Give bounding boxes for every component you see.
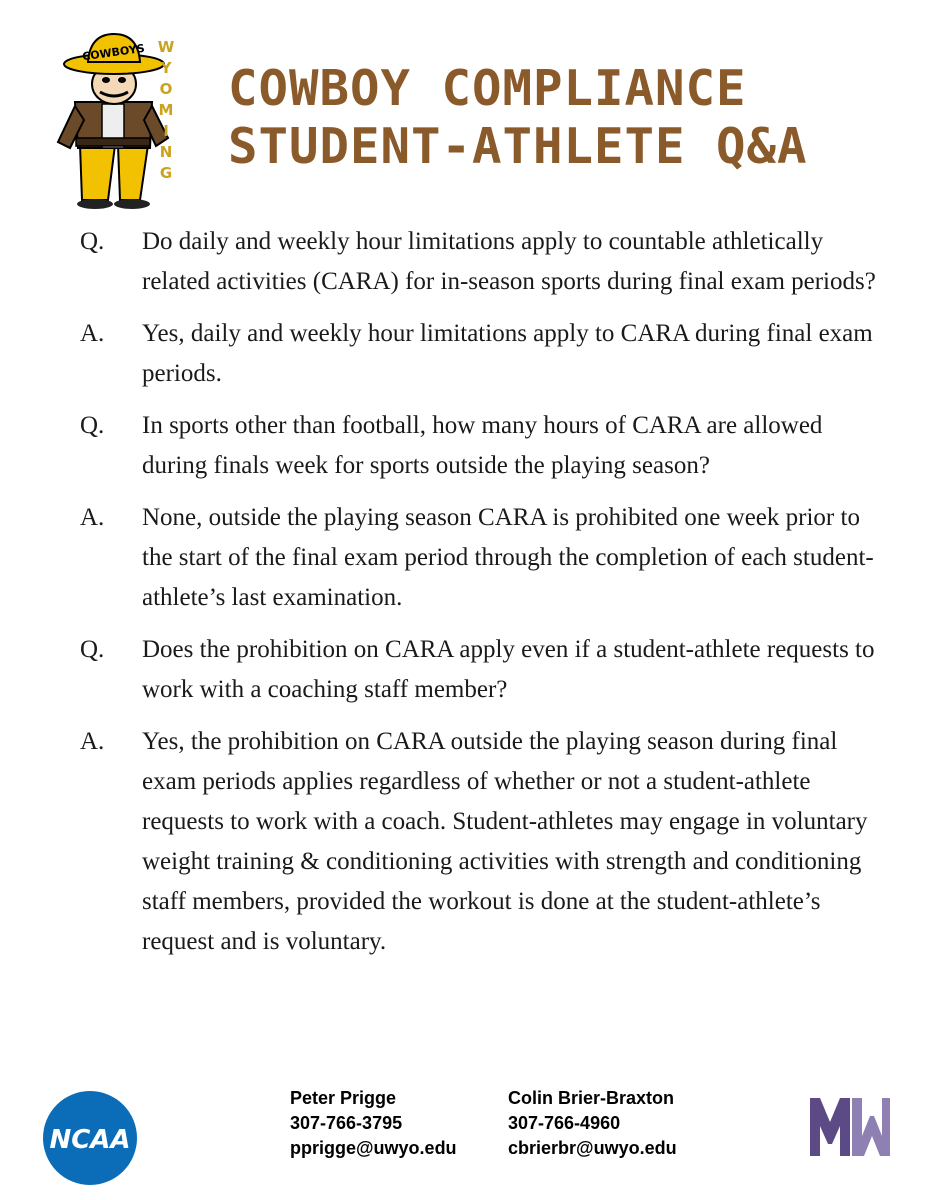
title-line-1: COWBOY COMPLIANCE: [228, 60, 747, 117]
qa-text: In sports other than football, how many hours of CARA are allowed during finals week for sports outside the playing season?: [142, 412, 823, 479]
title-line-2: STUDENT-ATHLETE Q&A: [228, 118, 808, 175]
svg-text:M: M: [158, 101, 174, 119]
contact-phone: 307-766-3795: [290, 1113, 403, 1133]
contact-email: pprigge@uwyo.edu: [290, 1138, 457, 1158]
qa-prefix: A.: [80, 728, 105, 755]
qa-prefix: Q.: [80, 228, 105, 255]
qa-question: [80, 406, 880, 486]
contact-name: Colin Brier-Braxton: [508, 1088, 675, 1108]
svg-text:NCAA: NCAA: [49, 1125, 131, 1155]
qa-text: None, outside the playing season CARA is prohibited one week prior to the start of the final exam period through the completion of each student-athlete’s last examination.: [142, 504, 874, 611]
mountain-west-logo: [806, 1092, 894, 1162]
svg-text:Y: Y: [160, 59, 172, 77]
qa-answer: [80, 314, 880, 394]
svg-text:N: N: [159, 143, 173, 161]
svg-text:G: G: [159, 164, 173, 182]
qa-prefix: Q.: [80, 636, 105, 663]
contact-peter-prigge: [290, 1086, 457, 1161]
qa-text: Do daily and weekly hour limitations apply to countable athletically related activities (CARA) for in-season sports during final exam periods?: [142, 228, 876, 295]
document-title: [228, 60, 868, 176]
qa-prefix: A.: [80, 504, 105, 531]
svg-text:O: O: [159, 80, 173, 98]
qa-text: Does the prohibition on CARA apply even if a student-athlete requests to work with a coaching staff member?: [142, 636, 875, 703]
qa-text: Yes, daily and weekly hour limitations apply to CARA during final exam periods.: [142, 320, 873, 387]
qa-answer: [80, 722, 880, 962]
qa-question: [80, 630, 880, 710]
qa-question: [80, 222, 880, 302]
ncaa-logo: [40, 1088, 140, 1188]
cowboy-joe-logo: [40, 30, 180, 210]
qa-prefix: A.: [80, 320, 105, 347]
contact-name: Peter Prigge: [290, 1088, 397, 1108]
contact-email: cbrierbr@uwyo.edu: [508, 1138, 677, 1158]
contact-colin-brier-braxton: [508, 1086, 677, 1161]
qa-answer: [80, 498, 880, 618]
svg-text:W: W: [157, 38, 175, 56]
svg-text:COWBOYS: COWBOYS: [81, 41, 146, 64]
qa-text: Yes, the prohibition on CARA outside the playing season during final exam periods applies regardless of whether or not a student-athlete requests to work with a coach. Student-athletes may engage in voluntary weight training & conditioning activities with strength and conditioning staff members, provided the workout is done at the student-athlete’s request and is voluntary.: [142, 728, 868, 955]
footer: [0, 1080, 927, 1200]
contact-phone: 307-766-4960: [508, 1113, 621, 1133]
qa-list: [80, 222, 880, 974]
qa-prefix: Q.: [80, 412, 105, 439]
svg-text:I: I: [163, 122, 169, 140]
